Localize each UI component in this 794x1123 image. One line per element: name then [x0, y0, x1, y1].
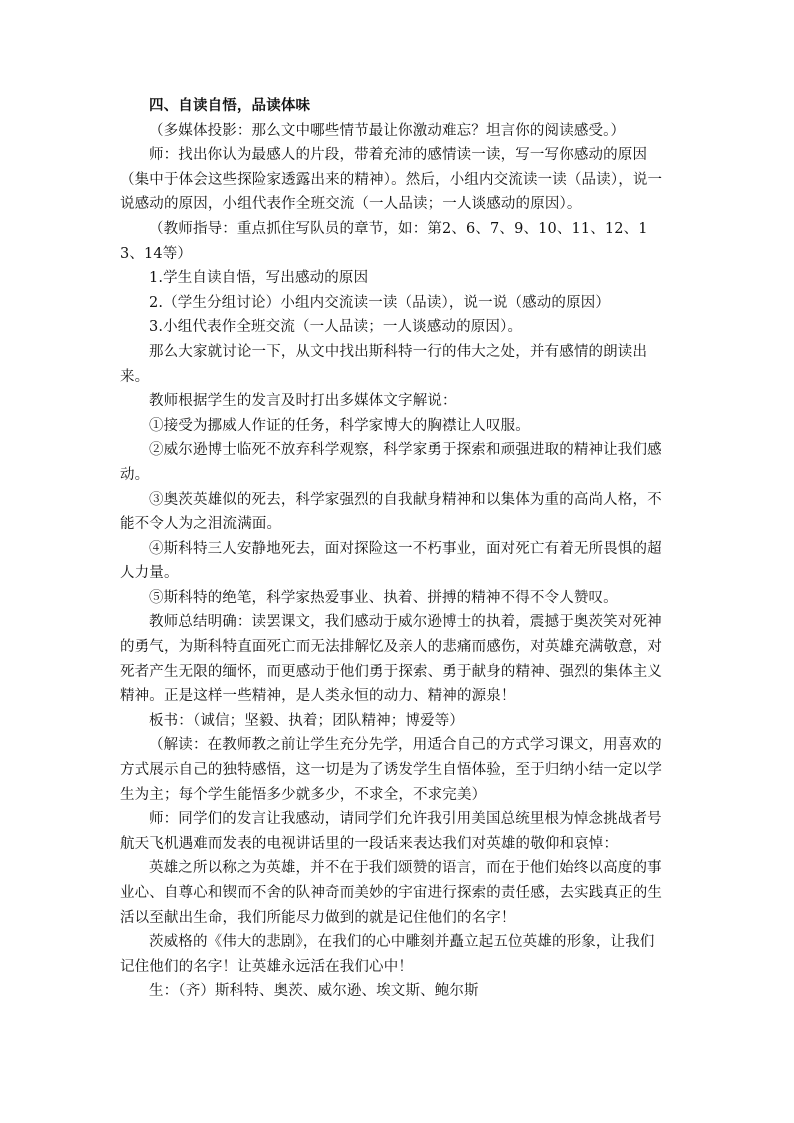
paragraph-point-3: ③奥茨英雄似的死去，科学家强烈的自我献身精神和以集体为重的高尚人格，不能不令人为之泪流满面。 [120, 491, 662, 533]
paragraph-multimedia-prompt: （多媒体投影：那么文中哪些情节最让你激动难忘？坦言你的阅读感受。） [149, 122, 626, 139]
paragraph-teacher-summary: 教师总结明确：读罢课文，我们感动于威尔逊博士的执着，震撼于奥茨笑对死神的勇气，为斯科特直面死亡而无法排解忆及亲人的悲痛而感伤，对英雄充满敬意，对死者产生无限的缅怀，而更感动于他们勇于探索、勇于献身的精神、强烈的集体主义精神。正是这样一些精神，是人类永恒的动力、精神的源泉！ [120, 614, 663, 705]
paragraph-point-2: ②威尔逊博士临死不放弃科学观察，科学家勇于探索和顽强进取的精神让我们感动。 [120, 442, 662, 483]
paragraph-step-2: 2.（学生分组讨论）小组内交流读一读（品读），说一说（感动的原因） [149, 294, 611, 311]
paragraph-reagan-quote: 英雄之所以称之为英雄，并不在于我们颂赞的语言，而在于他们始终以高度的事业心、自尊心和锲而不舍的队神奇而美妙的宇宙进行探索的责任感，去实践真正的生活以至献出生命，我们所能尽力做到的就是记住他们的名字！ [120, 860, 663, 926]
paragraph-interpretation: （解读：在教师教之前让学生充分先学，用适合自己的方式学习课文，用喜欢的方式展示自己的独特感悟，这一切是为了诱发学生自悟体验，至于归纳小结一定以学生为主；每个学生能悟多少就多少，不求全，不求完美） [120, 737, 663, 803]
paragraph-zweig-tribute: 茨威格的《伟大的悲剧》，在我们的心中雕刻并矗立起五位英雄的形象，让我们记住他们的名字！让英雄永远活在我们心中！ [120, 934, 655, 975]
paragraph-step-1: 1.学生自读自悟，写出感动的原因 [149, 270, 369, 287]
paragraph-point-4: ④斯科特三人安静地死去，面对探险这一不朽事业，面对死亡有着无所畏惧的超人力量。 [120, 540, 662, 582]
paragraph-student-response: 生：（齐）斯科特、奥茨、威尔逊、埃文斯、鲍尔斯 [149, 983, 479, 1000]
paragraph-multimedia-commentary: 教师根据学生的发言及时打出多媒体文字解说： [149, 393, 457, 410]
paragraph-point-5: ⑤斯科特的绝笔，科学家热爱事业、执着、拼搏的精神不得不令人赞叹。 [149, 589, 618, 606]
paragraph-point-1: ①接受为挪威人作证的任务，科学家博大的胸襟让人叹服。 [149, 417, 530, 434]
paragraph-teacher-guidance: （教师指导：重点抓住写队员的章节，如：第2、6、7、9、10、11、12、13、14等） [120, 220, 648, 262]
paragraph-step-3: 3.小组代表作全班交流（一人品读；一人谈感动的原因）。 [149, 319, 523, 336]
document-body [120, 94, 666, 1004]
paragraph-teacher-quote-intro: 师：同学们的发言让我感动，请同学们允许我引用美国总统里根为悼念挑战者号航天飞机遇难而发表的电视讲话里的一段话来表达我们对英雄的敬仰和哀悼： [120, 811, 662, 852]
section-heading: 四、自读自悟，品读体味 [149, 97, 311, 114]
paragraph-blackboard: 板书：（诚信；坚毅、执着；团队精神；博爱等） [149, 712, 465, 729]
paragraph-discussion: 那么大家就讨论一下，从文中找出斯科特一行的伟大之处，并有感情的朗读出来。 [120, 343, 648, 385]
paragraph-teacher-instruction: 师：找出你认为最感人的片段，带着充沛的感情读一读，写一写你感动的原因（集中于体会这些探险家透露出来的精神）。然后，小组内交流读一读（品读），说一说感动的原因，小组代表作全班交流（一人品读；一人谈感动的原因）。 [120, 147, 663, 213]
